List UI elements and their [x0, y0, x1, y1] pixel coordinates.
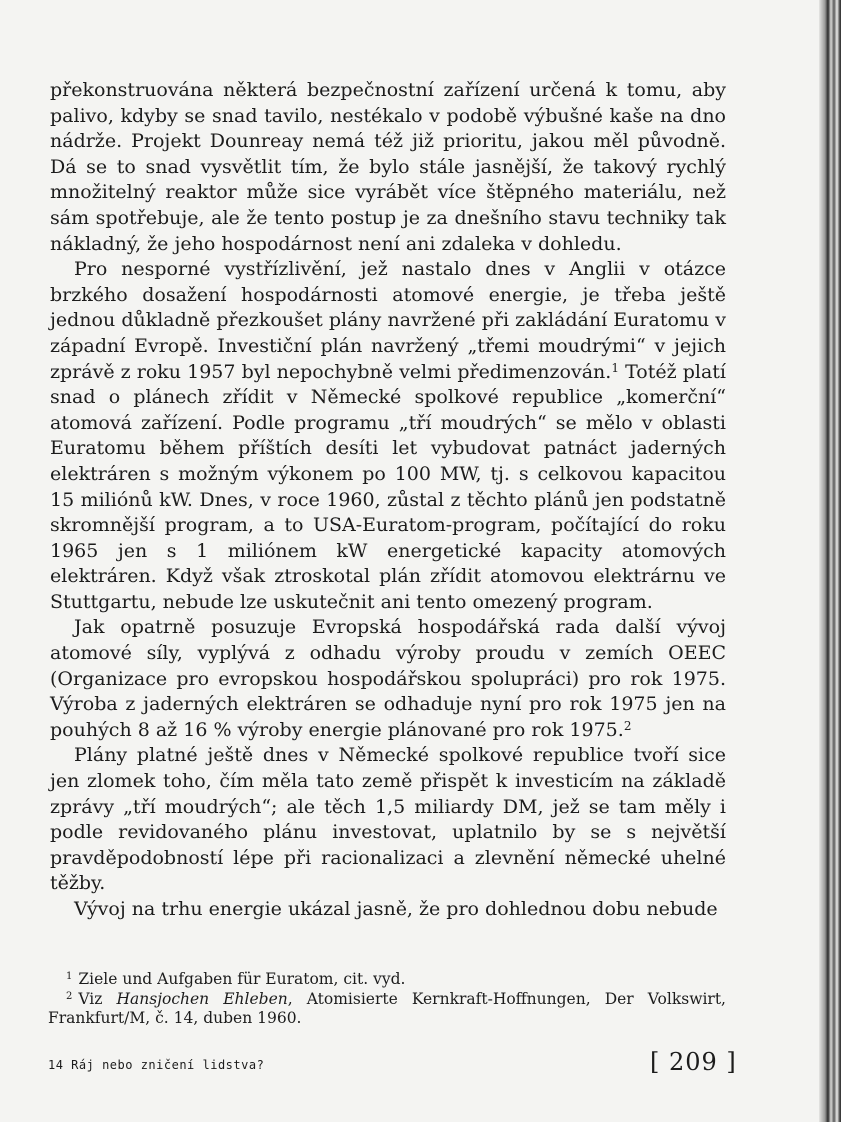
- book-page-edge: [819, 0, 841, 1122]
- footnote: $^1$ Ziele und Aufgaben für Euratom, cit. vyd.: [66, 970, 406, 988]
- footnote: $^2$ Viz Hansjochen Ehleben, Atomisierte Kernkraft-Hoffnungen, Der Volkswirt, Frankfurt/M, č. 14, duben 1960.: [48, 989, 726, 1027]
- footnote-reference: 1: [611, 360, 619, 375]
- paragraph: Vývoj na trhu energie ukázal jasně, že pro dohlednou dobu nebude: [74, 898, 718, 920]
- footnote-mark: 1: [66, 971, 73, 982]
- paragraph: Pro nesporné vystřízlivění, jež nastalo dnes v Anglii v otázce brzkého dosažení hospodárnosti atomové energie, je třeba ještě jednou důkladně přezkoušet plány navržené při zakládání Euratomu v západní Evropě. Investiční plán navržený „třemi moudrými“ v jejich zprávě z roku 1957 byl nepochybně velmi předimenzován.$^1$ Totéž platí snad o plánech zřídit v Německé spolkové republice „komerční“ atomová zařízení. Podle programu „tří moudrých“ se mělo v oblasti Euratomu během příštích desíti let vybudovat patnáct jaderných elektráren s možným výkonem po 100 MW, tj. s celkovou kapacitou 15 miliónů kW. Dnes, v roce 1960, zůstal z těchto plánů jen podstatně skromnější program, a to USA-Euratom-program, počítající do roku 1965 jen s 1 miliónem kW energetické kapacity atomových elektráren. Když však ztroskotal plán zřídit atomovou elektrárnu ve Stuttgartu, nebude lze uskutečnit ani tento omezený program.: [50, 258, 726, 613]
- paragraph: Plány platné ještě dnes v Německé spolkové republice tvoří sice jen zlomek toho, čím měla tato země přispět k investicím na základě zprávy „tří moudrých“; ale těch 1,5 miliardy DM, jež se tam měly i podle revidovaného plánu investovat, uplatnilo by se s největší pravděpodobností lépe při racionalizaci a zlevnění německé uhelné těžby.: [50, 744, 726, 895]
- main-text: [50, 78, 726, 923]
- footnotes: [48, 970, 726, 1029]
- footnote-author: Hansjochen Ehleben: [116, 989, 288, 1008]
- page-number: [ 209 ]: [650, 1048, 737, 1076]
- printer-signature: 14 Ráj nebo zničení lidstva?: [48, 1058, 265, 1072]
- footnote-reference: 2: [623, 718, 632, 733]
- paragraph: překonstruována některá bezpečnostní zařízení určená k tomu, aby palivo, kdyby se snad tavilo, nestékalo v podobě výbušné kaše na dno nádrže. Projekt Dounreay nemá též již prioritu, jakou měl původně. Dá se to snad vysvětlit tím, že bylo stále jasnější, že takový rychlý množitelný reaktor může sice vyrábět více štěpného materiálu, než sám spotřebuje, ale že tento postup je za dnešního stavu techniky tak nákladný, že jeho hospodárnost není ani zdaleka v dohledu.: [50, 79, 726, 255]
- footnote-mark: 2: [66, 990, 73, 1002]
- paragraph: Jak opatrně posuzuje Evropská hospodářská rada další vývoj atomové síly, vyplývá z odhadu výroby proudu v zemích OEEC (Organizace pro evropskou hospodářskou spolupráci) pro rok 1975. Výroba z jaderných elektráren se odhaduje nyní pro rok 1975 jen na pouhých 8 až 16 % výroby energie plánované pro rok 1975.$^2$: [50, 616, 726, 741]
